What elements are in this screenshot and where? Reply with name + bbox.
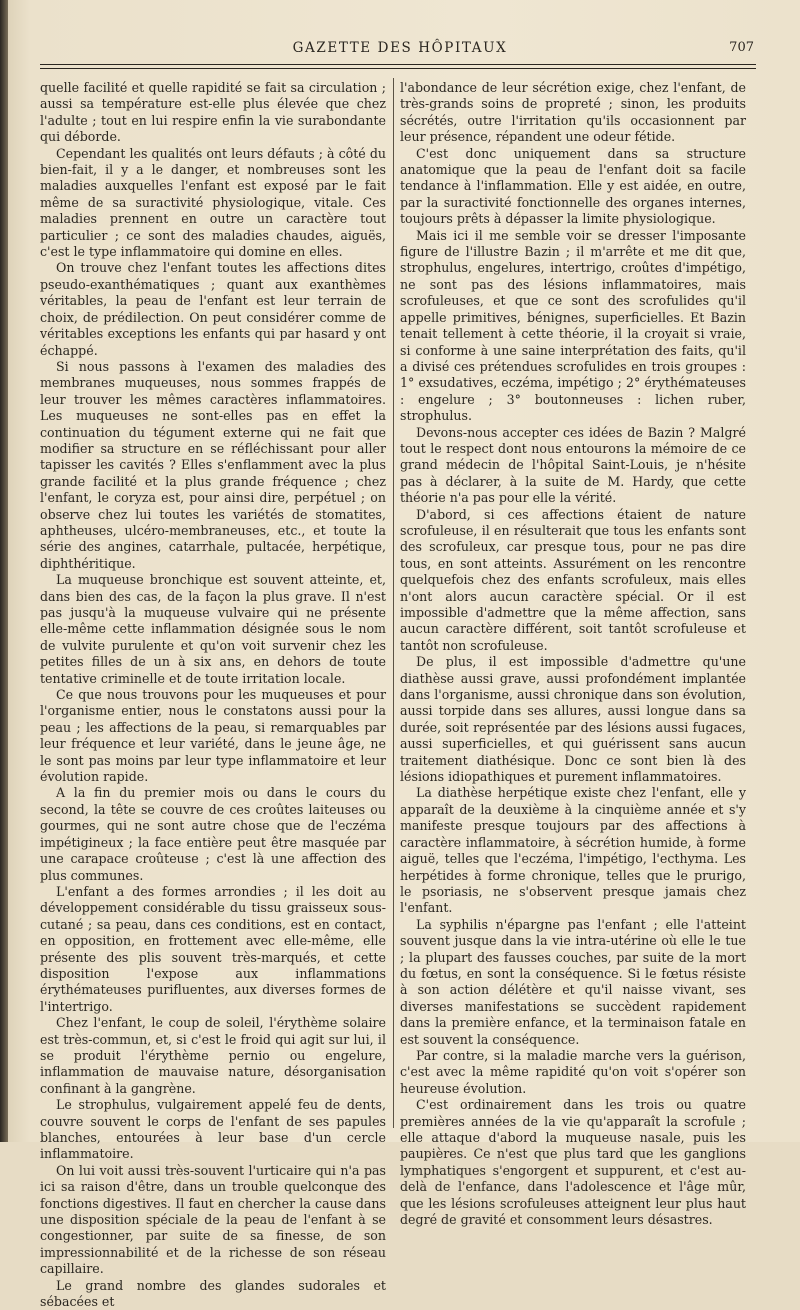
left-column (40, 80, 386, 1310)
paragraph: C'est donc uniquement dans sa structure anatomique que la peau de l'enfant doit sa facile tendance à l'inflammation. Elle y est aidée, en outre, par la suractivité fonctionnelle des organes internes, toujours prêts à dépasser la limite physiologique. (400, 145, 746, 227)
paragraph: Si nous passons à l'examen des maladies des membranes muqueuses, nous sommes frappés de leur trouver les mêmes caractères inflammatoires. Les muqueuses ne sont-elles pas en effet la continuation du tégument externe qui ne fait que modifier sa structure en se réfléchissant pour aller tapisser les cavités ? Elles s'enflamment avec la plus grande facilité et la plus grande fréquence ; chez l'enfant, le coryza est, pour ainsi dire, perpétuel ; on observe chez lui toutes les variétés de stomatites, aphtheuses, ulcéro-membraneuses, etc., et toute la série des angines, catarrhale, pultacée, herpétique, diphthéritique. (40, 358, 386, 571)
paragraph: Cependant les qualités ont leurs défauts ; à côté du bien-fait, il y a le danger, et nombreuses sont les maladies auxquelles l'enfant est exposé par le fait même de sa suractivité physiologique, vitale. Ces maladies prennent en outre un caractère tout particulier ; ce sont des maladies chaudes, aiguës, c'est le type inflammatoire qui domine en elles. (40, 145, 386, 260)
paragraph: Devons-nous accepter ces idées de Bazin ? Malgré tout le respect dont nous entourons la mémoire de ce grand médecin de l'hôpital Saint-Louis, je n'hésite pas à déclarer, à la suite de M. Hardy, que cette théorie n'a pas pour elle la vérité. (400, 424, 746, 506)
paragraph: L'enfant a des formes arrondies ; il les doit au développement considérable du tissu graisseux sous-cutané ; sa peau, dans ces conditions, est en contact, en opposition, en frottement avec elle-même, elle présente des plis souvent très-marqués, et cette disposition l'expose aux inflammations érythémateuses purifluentes, aux diverses formes de l'intertrigo. (40, 883, 386, 1014)
paragraph: A la fin du premier mois ou dans le cours du second, la tête se couvre de ces croûtes laiteuses ou gourmes, qui ne sont autre chose que de l'eczéma impétigineux ; la face entière peut être masquée par une carapace croûteuse ; c'est là une affection des plus communes. (40, 785, 386, 883)
page-number: 707 (729, 40, 754, 55)
paragraph: On trouve chez l'enfant toutes les affections dites pseudo-exanthématiques ; quant aux exanthèmes véritables, la peau de l'enfant est leur terrain de choix, de prédilection. On peut considérer comme de véritables exceptions les enfants qui par hasard y ont échappé. (40, 260, 386, 358)
paragraph: La diathèse herpétique existe chez l'enfant, elle y apparaît de la deuxième à la cinquième année et s'y manifeste presque toujours par des affections à caractère inflammatoire, à sécrétion humide, à forme aiguë, telles que l'eczéma, l'impétigo, l'ecthyma. Les herpétides à forme chronique, telles que le prurigo, le psoriasis, ne s'observent presque jamais chez l'enfant. (400, 785, 746, 916)
header-rule-thick (40, 64, 756, 65)
header-rule-thin (40, 68, 756, 69)
journal-title: GAZETTE DES HÔPITAUX (292, 40, 508, 56)
paragraph: Le grand nombre des glandes sudorales et sébacées et (40, 1277, 386, 1310)
paragraph: C'est ordinairement dans les trois ou quatre premières années de la vie qu'apparaît la scrofule ; elle attaque d'abord la muqueuse nasale, puis les paupières. Ce n'est que plus tard que les ganglions lymphatiques s'engorgent et suppurent, et c'est au-delà de l'enfance, dans l'adolescence et l'âge mûr, que les lésions scrofuleuses atteignent leur plus haut degré de gravité et consomment leurs désastres. (400, 1097, 746, 1228)
paragraph: La syphilis n'épargne pas l'enfant ; elle l'atteint souvent jusque dans la vie intra-utérine où elle le tue ; la plupart des fausses couches, par suite de la mort du fœtus, en sont la conséquence. Si le fœtus résiste à son action délétère et qu'il naisse vivant, ses diverses manifestations se succèdent rapidement dans la première enfance, et la terminaison fatale en est souvent la conséquence. (400, 916, 746, 1047)
paragraph: Ce que nous trouvons pour les muqueuses et pour l'organisme entier, nous le constatons aussi pour la peau ; les affections de la peau, si remarquables par leur fréquence et leur variété, dans le jeune âge, ne le sont pas moins par leur type inflammatoire et leur évolution rapide. (40, 687, 386, 785)
paragraph: Par contre, si la maladie marche vers la guérison, c'est avec la même rapidité qu'on voit s'opérer son heureuse évolution. (400, 1047, 746, 1096)
paragraph: Le strophulus, vulgairement appelé feu de dents, couvre souvent le corps de l'enfant de ses papules blanches, entourées à leur base d'un cercle inflammatoire. (40, 1097, 386, 1162)
paragraph: La muqueuse bronchique est souvent atteinte, et, dans bien des cas, de la façon la plus grave. Il n'est pas jusqu'à la muqueuse vulvaire qui ne présente elle-même cette inflammation désignée sous le nom de vulvite purulente et qu'on voit survenir chez les petites filles de un à six ans, en dehors de toute tentative criminelle et de toute irritation locale. (40, 572, 386, 686)
column-divider (393, 78, 394, 1128)
paragraph: Chez l'enfant, le coup de soleil, l'érythème solaire est très-commun, et, si c'est le froid qui agit sur lui, il se produit l'érythème pernio ou engelure, inflammation de mauvaise nature, désorganisation confinant à la gangrène. (40, 1015, 386, 1096)
running-header (40, 40, 760, 62)
right-column (400, 80, 746, 1228)
paragraph: l'abondance de leur sécrétion exige, chez l'enfant, de très-grands soins de propreté ; sinon, les produits sécrétés, outre l'irritation qu'ils occasionnent par leur présence, répandent une odeur fétide. (400, 80, 746, 145)
paragraph: Mais ici il me semble voir se dresser l'imposante figure de l'illustre Bazin ; il m'arrête et me dit que, strophulus, engelures, intertrigo, croûtes d'impétigo, ne sont pas des lésions inflammatoires, mais scrofuleuses, et que ce sont des scrofulides qu'il appelle primitives, bénignes, superficielles. Et Bazin tenait tellement à cette théorie, il la croyait si vraie, si conforme à une saine interprétation des faits, qu'il a divisé ces prétendues scrofulides en trois groupes : 1° exsudatives, eczéma, impétigo ; 2° érythémateuses : engelure ; 3° boutonneuses : lichen ruber, strophulus. (400, 227, 746, 424)
paragraph: On lui voit aussi très-souvent l'urticaire qui n'a pas ici sa raison d'être, dans un trouble quelconque des fonctions digestives. Il faut en chercher la cause dans une disposition spéciale de la peau de l'enfant à se congestionner, par suite de sa finesse, de son impressionnabilité et de la richesse de son réseau capillaire. (40, 1162, 386, 1277)
paragraph: De plus, il est impossible d'admettre qu'une diathèse aussi grave, aussi profondément implantée dans l'organisme, aussi chronique dans son évolution, aussi torpide dans ses allures, aussi longue dans sa durée, soit représentée par des lésions aussi fugaces, aussi superficielles, et qui guérissent sans aucun traitement diathésique. Donc ce sont bien là des lésions idiopathiques et purement inflammatoires. (400, 654, 746, 785)
paragraph: D'abord, si ces affections étaient de nature scrofuleuse, il en résulterait que tous les enfants sont des scrofuleux, car presque tous, pour ne pas dire tous, en sont atteints. Assurément on les rencontre quelquefois chez des enfants scrofuleux, mais elles n'ont alors aucun caractère spécial. Or il est impossible d'admettre que la même affection, sans aucun caractère différent, soit tantôt scrofuleuse et tantôt non scrofuleuse. (400, 506, 746, 653)
binding-edge (0, 0, 8, 1142)
paragraph: quelle facilité et quelle rapidité se fait sa circulation ; aussi sa température est-elle plus élevée que chez l'adulte ; tout en lui respire enfin la vie surabondante qui déborde. (40, 80, 386, 145)
